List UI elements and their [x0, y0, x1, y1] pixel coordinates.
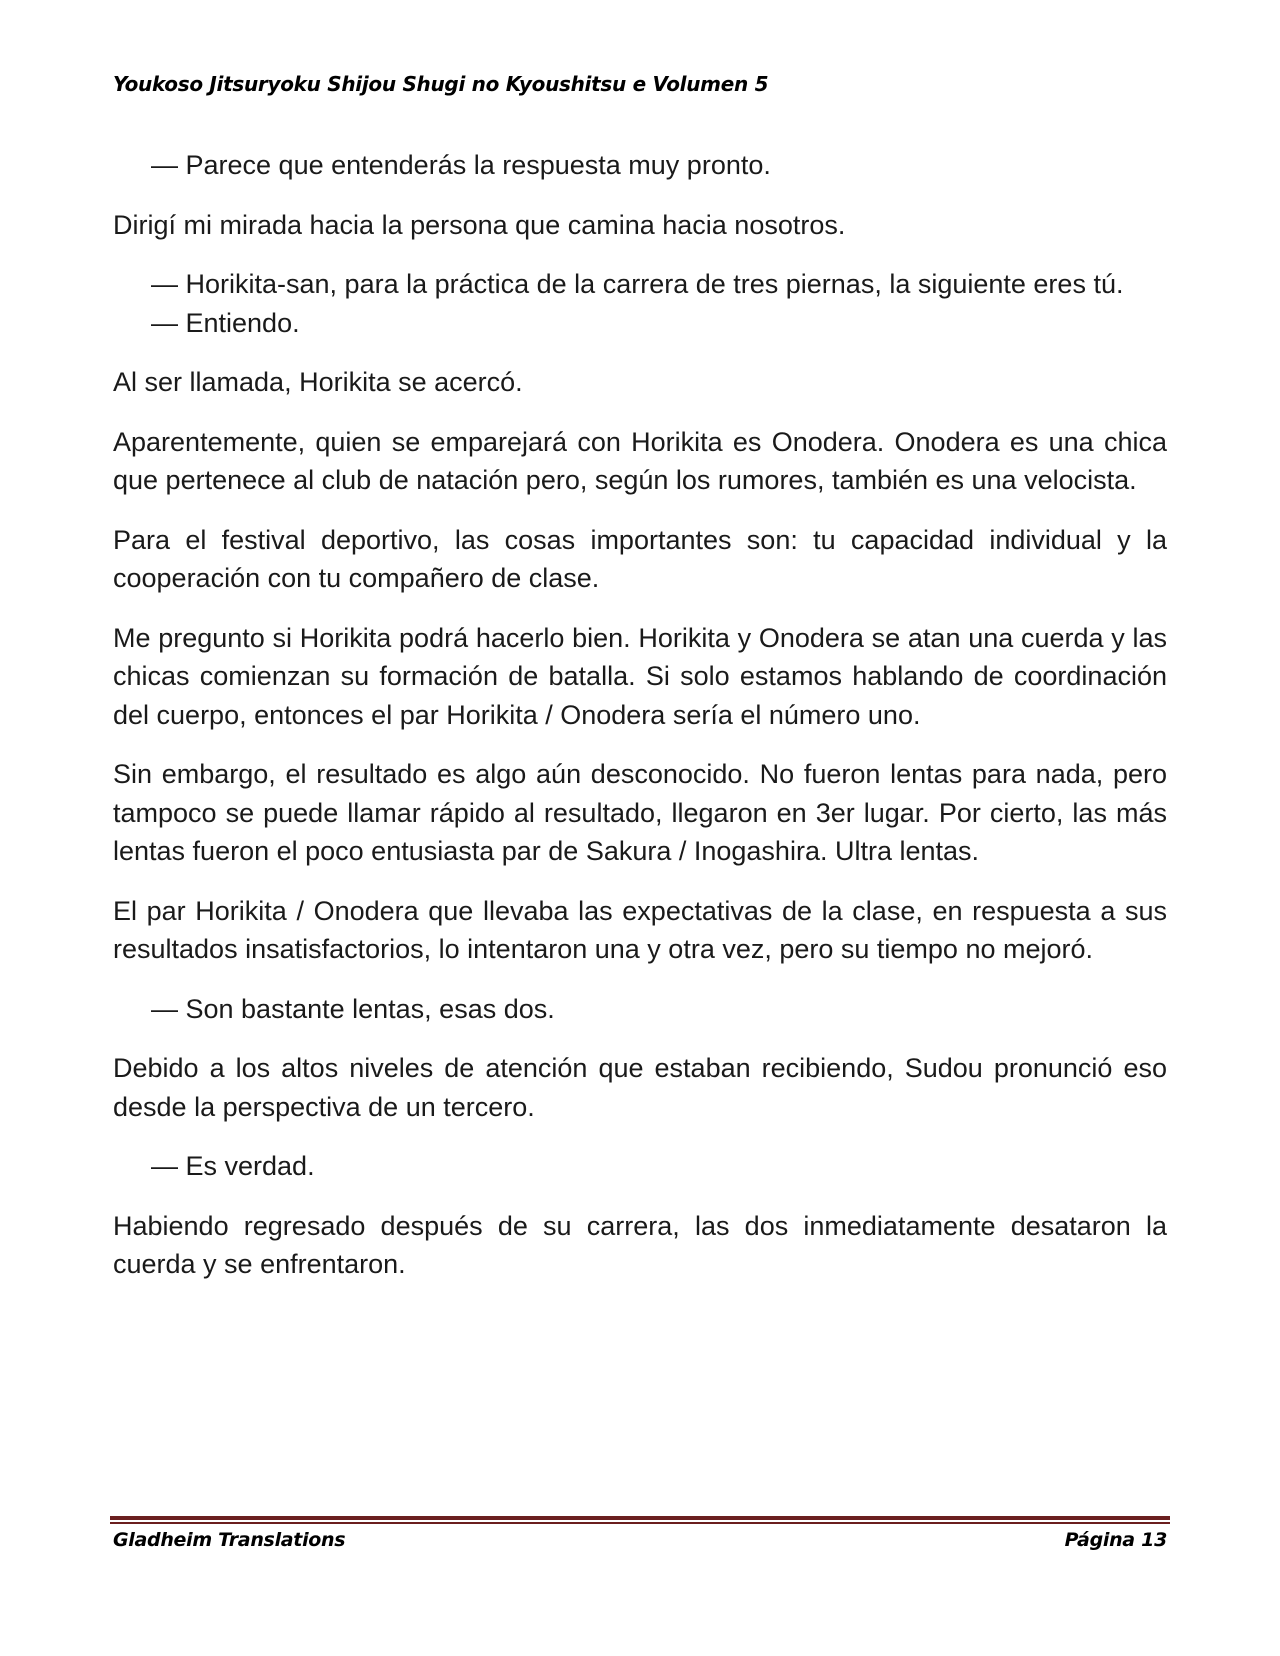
body-text	[113, 146, 1167, 1305]
footer-rule-thick	[110, 1516, 1170, 1520]
dialog-line: — Parece que entenderás la respuesta muy pronto.	[151, 150, 771, 180]
paragraph: El par Horikita / Onodera que llevaba las expectativas de la clase, en respuesta a sus resultados insatisfactorios, lo intentaron una y otra vez, pero su tiempo no mejoró.	[113, 895, 1167, 964]
footer-credit: Gladheim Translations	[113, 1529, 346, 1551]
paragraph: Aparentemente, quien se emparejará con Horikita es Onodera. Onodera es una chica que pertenece al club de natación pero, según los rumores, también es una velocista.	[113, 426, 1167, 495]
dialog-line: — Es verdad.	[151, 1151, 315, 1181]
paragraph: Al ser llamada, Horikita se acercó.	[113, 367, 523, 397]
paragraph: Sin embargo, el resultado es algo aún desconocido. No fueron lentas para nada, pero tampoco se puede llamar rápido al resultado, llegaron en 3er lugar. Por cierto, las más lentas fueron el poco entusiasta par de Sakura / Inogashira. Ultra lentas.	[113, 759, 1167, 866]
paragraph: Habiendo regresado después de su carrera, las dos inmediatamente desataron la cuerda y se enfrentaron.	[113, 1210, 1167, 1279]
paragraph: Debido a los altos niveles de atención que estaban recibiendo, Sudou pronunció eso desde la perspectiva de un tercero.	[113, 1053, 1167, 1122]
footer-rule-thin	[110, 1522, 1170, 1524]
page-number: Página 13	[1064, 1529, 1167, 1551]
running-header: Youkoso Jitsuryoku Shijou Shugi no Kyoushitsu e Volumen 5	[113, 72, 769, 96]
paragraph: Para el festival deportivo, las cosas importantes son: tu capacidad individual y la cooperación con tu compañero de clase.	[113, 524, 1167, 593]
paragraph: Me pregunto si Horikita podrá hacerlo bien. Horikita y Onodera se atan una cuerda y las chicas comienzan su formación de batalla. Si solo estamos hablando de coordinación del cuerpo, entonces el par Horikita / Onodera sería el número uno.	[113, 622, 1167, 730]
dialog-line: — Entiendo.	[151, 307, 300, 338]
dialog-line: — Son bastante lentas, esas dos.	[151, 993, 555, 1024]
paragraph: Dirigí mi mirada hacia la persona que camina hacia nosotros.	[113, 209, 846, 240]
dialog-line: — Horikita-san, para la práctica de la carrera de tres piernas, la siguiente eres tú.	[151, 269, 1124, 299]
